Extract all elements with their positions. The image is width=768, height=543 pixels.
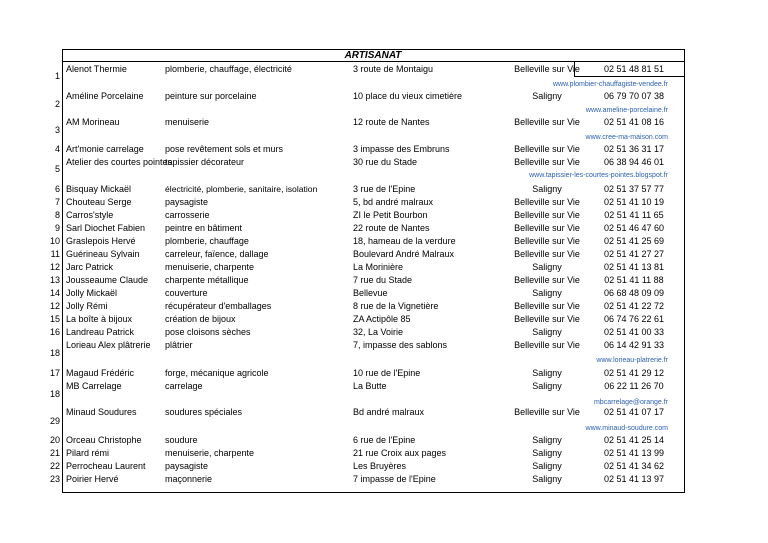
- row-number: 14: [49, 288, 60, 298]
- artisan-city: Belleville sur Vie: [514, 197, 580, 207]
- artisan-address: 7, impasse des sablons: [353, 340, 448, 350]
- artisan-trade: soudure: [165, 435, 198, 445]
- grid-bottom: [62, 492, 685, 493]
- artisan-name: Atelier des courtes pointes: [66, 157, 172, 167]
- artisan-trade: forge, mécanique agricole: [165, 368, 269, 378]
- artisan-name: Jolly Rémi: [66, 301, 108, 311]
- row-number: 6: [54, 184, 60, 194]
- artisan-city: Belleville sur Vie: [514, 157, 580, 167]
- artisan-phone: 02 51 41 13 99: [603, 448, 665, 458]
- artisan-phone: 02 51 41 10 19: [603, 197, 665, 207]
- artisan-city: Belleville sur Vie: [514, 64, 580, 74]
- artisan-address: 21 rue Croix aux pages: [353, 448, 447, 458]
- artisan-website-link[interactable]: www.tapissier-les-courtes-pointes.blogspot.fr: [529, 172, 668, 179]
- artisan-address: 6 rue de l'Epine: [353, 435, 416, 445]
- artisan-address: 18, hameau de la verdure: [353, 236, 456, 246]
- artisan-website-link[interactable]: www.plombier-chauffagiste-vendee.fr: [552, 81, 668, 88]
- row-number: 18: [49, 389, 60, 399]
- artisan-name: Minaud Soudures: [66, 407, 137, 417]
- artisan-trade: menuiserie, charpente: [165, 448, 255, 458]
- artisan-name: Jolly Mickaël: [66, 288, 118, 298]
- artisan-trade: pose cloisons sèches: [165, 327, 251, 337]
- row-number: 15: [49, 314, 60, 324]
- artisan-phone: 02 51 41 11 65: [604, 210, 664, 220]
- artisan-phone: 02 51 41 11 88: [604, 275, 664, 285]
- artisan-address: ZA Actipôle 85: [353, 314, 411, 324]
- row-number: 9: [54, 223, 60, 233]
- artisan-trade: création de bijoux: [165, 314, 236, 324]
- artisan-name: Alenot Thermie: [66, 64, 127, 74]
- row-number: 22: [49, 461, 60, 471]
- artisan-trade: plâtrier: [165, 340, 193, 350]
- row-number: 8: [54, 210, 60, 220]
- artisan-phone: 02 51 41 34 62: [603, 461, 665, 471]
- artisan-city: Belleville sur Vie: [514, 210, 580, 220]
- artisan-name: Perrocheau Laurent: [66, 461, 146, 471]
- artisan-city: Saligny: [532, 327, 562, 337]
- grid-under-title: [62, 61, 685, 62]
- artisan-phone: 02 51 41 08 16: [603, 117, 665, 127]
- artisan-phone: 06 79 70 07 38: [603, 91, 665, 101]
- artisan-address: ZI le Petit Bourbon: [353, 210, 428, 220]
- artisan-city: Saligny: [532, 474, 562, 484]
- artisan-trade: plomberie, chauffage, électricité: [165, 64, 292, 74]
- artisan-website-link[interactable]: www.minaud-soudure.com: [585, 425, 668, 432]
- artisan-address: 3 route de Montaigu: [353, 64, 434, 74]
- artisan-trade: tapissier décorateur: [165, 157, 245, 167]
- artisan-name: Bisquay Mickaël: [66, 184, 132, 194]
- row-number: 29: [49, 416, 60, 426]
- artisan-trade: pose revêtement sols et murs: [165, 144, 284, 154]
- artisan-phone: 06 14 42 91 33: [603, 340, 665, 350]
- grid-phone-box: [574, 76, 684, 77]
- artisan-trade: peintre en bâtiment: [165, 223, 243, 233]
- artisan-address: 7 rue du Stade: [353, 275, 413, 285]
- row-number: 12: [49, 301, 60, 311]
- artisan-city: Saligny: [532, 368, 562, 378]
- artisan-trade: couverture: [165, 288, 208, 298]
- artisan-city: Belleville sur Vie: [514, 407, 580, 417]
- artisan-city: Saligny: [532, 448, 562, 458]
- artisan-address: 10 place du vieux cimetière: [353, 91, 463, 101]
- artisan-name: Poirier Hervé: [66, 474, 119, 484]
- artisan-website-link[interactable]: mbcarrelage@orange.fr: [593, 399, 668, 406]
- artisan-name: Lorieau Alex plâtrerie: [66, 340, 151, 350]
- page-title: ARTISANAT: [344, 50, 402, 61]
- artisan-phone: 06 68 48 09 09: [603, 288, 665, 298]
- artisan-address: 3 rue de l'Epine: [353, 184, 416, 194]
- artisan-trade: carrelage: [165, 381, 203, 391]
- artisan-address: 8 rue de la Vignetière: [353, 301, 439, 311]
- grid-left: [62, 49, 63, 493]
- artisan-address: La Butte: [353, 381, 387, 391]
- artisan-city: Saligny: [532, 381, 562, 391]
- artisan-phone: 02 51 41 22 72: [603, 301, 665, 311]
- artisan-city: Belleville sur Vie: [514, 236, 580, 246]
- artisan-phone: 02 51 41 13 97: [603, 474, 665, 484]
- artisan-city: Saligny: [532, 262, 562, 272]
- row-number: 21: [49, 448, 60, 458]
- artisan-address: 12 route de Nantes: [353, 117, 430, 127]
- artisan-address: 30 rue du Stade: [353, 157, 418, 167]
- row-number: 12: [49, 262, 60, 272]
- row-number: 13: [49, 275, 60, 285]
- artisan-phone: 02 51 41 27 27: [603, 249, 665, 259]
- grid-right: [684, 49, 685, 493]
- artisan-city: Belleville sur Vie: [514, 249, 580, 259]
- artisan-address: 22 route de Nantes: [353, 223, 430, 233]
- artisan-phone: 06 74 76 22 61: [603, 314, 665, 324]
- artisan-name: Art'monie carrelage: [66, 144, 144, 154]
- artisan-trade: paysagiste: [165, 461, 209, 471]
- artisan-trade: charpente métallique: [165, 275, 249, 285]
- artisan-city: Belleville sur Vie: [514, 275, 580, 285]
- artisan-name: Pilard rémi: [66, 448, 110, 458]
- artisan-phone: 06 22 11 26 70: [604, 381, 664, 391]
- artisan-city: Belleville sur Vie: [514, 314, 580, 324]
- row-number: 17: [49, 368, 60, 378]
- artisan-city: Belleville sur Vie: [514, 117, 580, 127]
- artisan-address: Les Bruyères: [353, 461, 407, 471]
- artisan-address: 3 impasse des Embruns: [353, 144, 450, 154]
- artisan-phone: 02 51 41 07 17: [603, 407, 665, 417]
- artisan-address: 32, La Voirie: [353, 327, 404, 337]
- artisan-city: Saligny: [532, 435, 562, 445]
- artisan-name: La boîte à bijoux: [66, 314, 133, 324]
- artisan-city: Saligny: [532, 288, 562, 298]
- artisan-address: La Morinière: [353, 262, 404, 272]
- row-number: 2: [54, 99, 60, 109]
- row-number: 1: [54, 71, 60, 81]
- artisan-phone: 02 51 41 25 14: [603, 435, 665, 445]
- artisan-trade: plomberie, chauffage: [165, 236, 249, 246]
- artisan-trade: électricité, plomberie, sanitaire, isolation: [165, 184, 318, 194]
- artisan-trade: menuiserie, charpente: [165, 262, 255, 272]
- artisan-trade: paysagiste: [165, 197, 209, 207]
- artisan-phone: 02 51 46 47 60: [603, 223, 665, 233]
- row-number: 20: [49, 435, 60, 445]
- artisan-phone: 02 51 36 31 17: [603, 144, 665, 154]
- artisan-name: Chouteau Serge: [66, 197, 132, 207]
- artisan-name: Sarl Diochet Fabien: [66, 223, 146, 233]
- artisan-name: Guérineau Sylvain: [66, 249, 140, 259]
- artisan-address: 10 rue de l'Epine: [353, 368, 421, 378]
- artisan-city: Saligny: [532, 461, 562, 471]
- artisan-name: Graslepois Hervé: [66, 236, 136, 246]
- artisan-city: Belleville sur Vie: [514, 144, 580, 154]
- artisan-name: Jousseaume Claude: [66, 275, 149, 285]
- artisan-trade: récupérateur d'emballages: [165, 301, 272, 311]
- row-number: 7: [54, 197, 60, 207]
- artisan-address: 5, bd andré malraux: [353, 197, 434, 207]
- artisan-address: Boulevard André Malraux: [353, 249, 455, 259]
- artisan-address: Bellevue: [353, 288, 388, 298]
- row-number: 23: [49, 474, 60, 484]
- artisan-city: Belleville sur Vie: [514, 301, 580, 311]
- artisan-trade: carreleur, faïence, dallage: [165, 249, 269, 259]
- artisan-trade: soudures spéciales: [165, 407, 243, 417]
- row-number: 10: [49, 236, 60, 246]
- artisan-phone: 02 51 41 29 12: [603, 368, 665, 378]
- artisan-name: Carros'style: [66, 210, 114, 220]
- artisan-name: Magaud Frédéric: [66, 368, 135, 378]
- artisan-phone: 02 51 41 25 69: [603, 236, 665, 246]
- artisan-name: MB Carrelage: [66, 381, 122, 391]
- artisan-trade: maçonnerie: [165, 474, 213, 484]
- artisan-name: Améline Porcelaine: [66, 91, 144, 101]
- row-number: 5: [54, 164, 60, 174]
- artisan-trade: peinture sur porcelaine: [165, 91, 257, 101]
- artisan-phone: 02 51 41 00 33: [603, 327, 665, 337]
- artisan-city: Saligny: [532, 91, 562, 101]
- row-number: 18: [49, 348, 60, 358]
- artisan-city: Belleville sur Vie: [514, 223, 580, 233]
- row-number: 11: [50, 249, 60, 259]
- artisan-phone: 02 51 37 57 77: [603, 184, 665, 194]
- artisan-phone: 02 51 48 81 51: [603, 64, 665, 74]
- row-number: 3: [54, 125, 60, 135]
- artisan-website-link[interactable]: www.ameline-porcelaine.fr: [585, 107, 668, 114]
- artisan-name: AM Morineau: [66, 117, 120, 127]
- artisan-phone: 02 51 41 13 81: [603, 262, 665, 272]
- artisan-city: Saligny: [532, 184, 562, 194]
- artisan-name: Jarc Patrick: [66, 262, 114, 272]
- artisan-website-link[interactable]: www.cree-ma-maison.com: [585, 134, 668, 141]
- artisan-name: Landreau Patrick: [66, 327, 135, 337]
- artisan-name: Orceau Christophe: [66, 435, 142, 445]
- artisan-trade: menuiserie: [165, 117, 210, 127]
- row-number: 4: [54, 144, 60, 154]
- artisan-trade: carrosserie: [165, 210, 210, 220]
- artisan-website-link[interactable]: www.lorieau-platrerie.fr: [596, 357, 668, 364]
- artisan-address: Bd andré malraux: [353, 407, 425, 417]
- artisan-phone: 06 38 94 46 01: [603, 157, 665, 167]
- artisan-address: 7 impasse de l'Epine: [353, 474, 436, 484]
- artisan-city: Belleville sur Vie: [514, 340, 580, 350]
- row-number: 16: [49, 327, 60, 337]
